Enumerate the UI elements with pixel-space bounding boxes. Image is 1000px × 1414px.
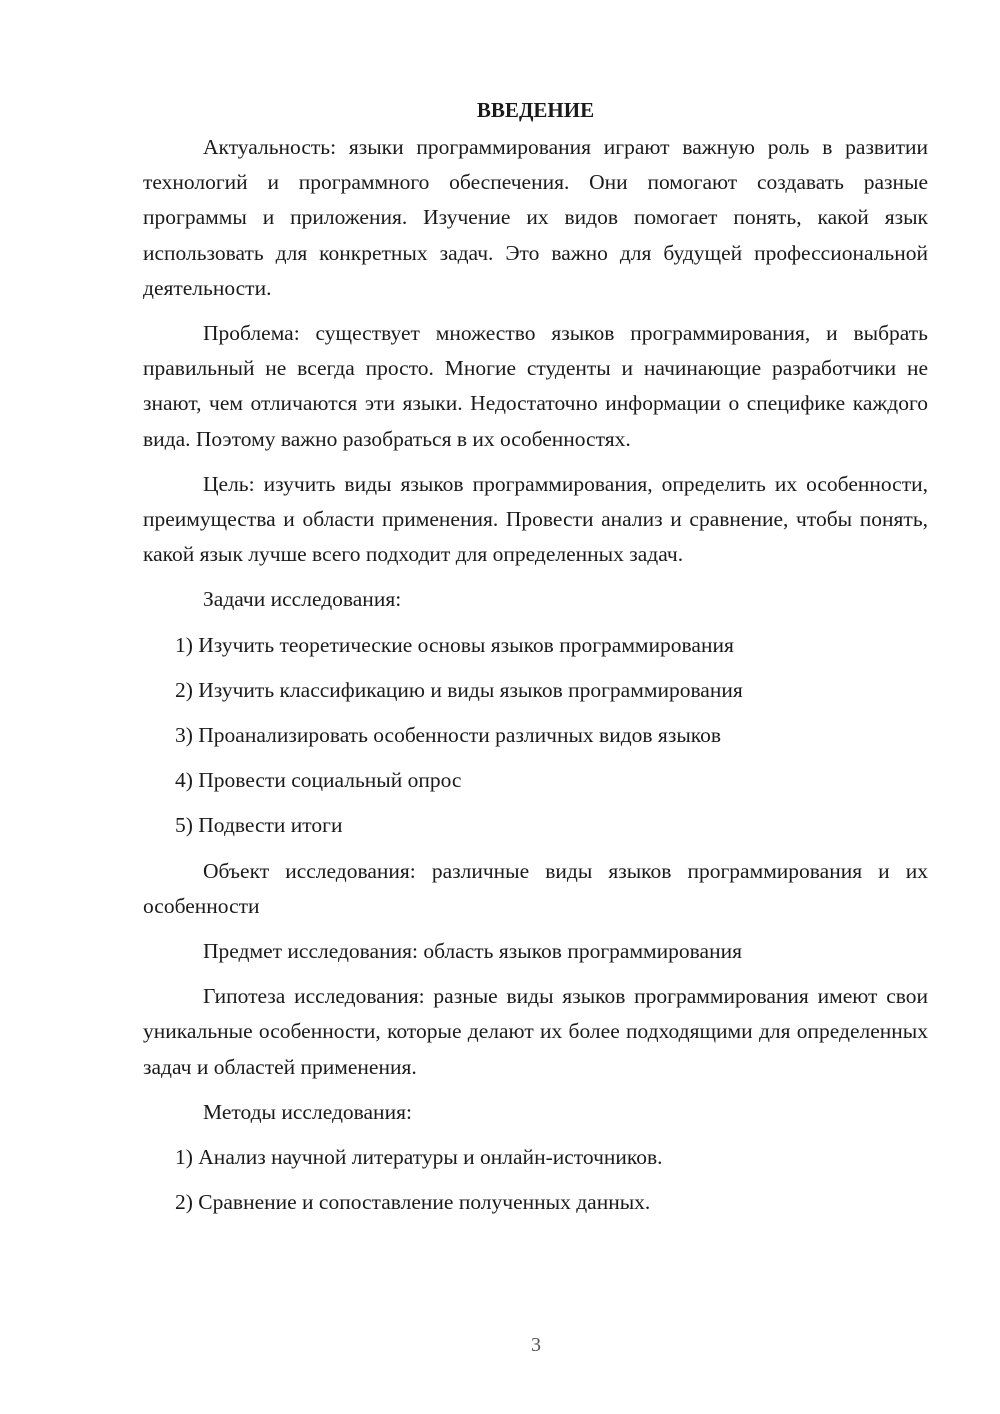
page-number: 3 [531, 1334, 541, 1356]
task-item: 5) Подвести итоги [175, 813, 343, 838]
object-paragraph: Объект исследования: различные виды языков программирования и их особенности [143, 858, 928, 918]
methods-label: Методы исследования: [203, 1099, 412, 1124]
document-page [143, 92, 928, 1230]
tasks-label: Задачи исследования: [203, 587, 402, 612]
method-item: 2) Сравнение и сопоставление полученных данных. [175, 1190, 651, 1215]
subject-paragraph: Предмет исследования: область языков программирования [203, 939, 742, 964]
task-item: 1) Изучить теоретические основы языков программирования [175, 632, 734, 657]
method-item: 1) Анализ научной литературы и онлайн-источников. [175, 1145, 663, 1170]
hypothesis-paragraph: Гипотеза исследования: разные виды языков программирования имеют свои уникальные особенности, которые делают их более подходящими для определенных задач и областей применения. [143, 984, 928, 1079]
goal-paragraph: Цель: изучить виды языков программирования, определить их особенности, преимущества и области применения. Провести анализ и сравнение, чтобы понять, какой язык лучше всего подходит для определенных задач. [143, 471, 928, 567]
problem-paragraph: Проблема: существует множество языков программирования, и выбрать правильный не всегда просто. Многие студенты и начинающие разработчики не знают, чем отличаются эти языки. Недостаточно информации о специфике каждого вида. Поэтому важно разобраться в их особенностях. [143, 321, 928, 451]
task-item: 2) Изучить классификацию и виды языков программирования [175, 677, 743, 702]
section-heading: ВВЕДЕНИЕ [476, 98, 595, 122]
task-item: 4) Провести социальный опрос [175, 768, 462, 793]
relevance-paragraph: Актуальность: языки программирования играют важную роль в развитии технологий и программного обеспечения. Они помогают создавать разные программы и приложения. Изучение их видов помогает понять, какой язык использовать для конкретных задач. Это важно для будущей профессиональной деятельности. [143, 135, 928, 300]
task-item: 3) Проанализировать особенности различных видов языков [175, 723, 722, 748]
